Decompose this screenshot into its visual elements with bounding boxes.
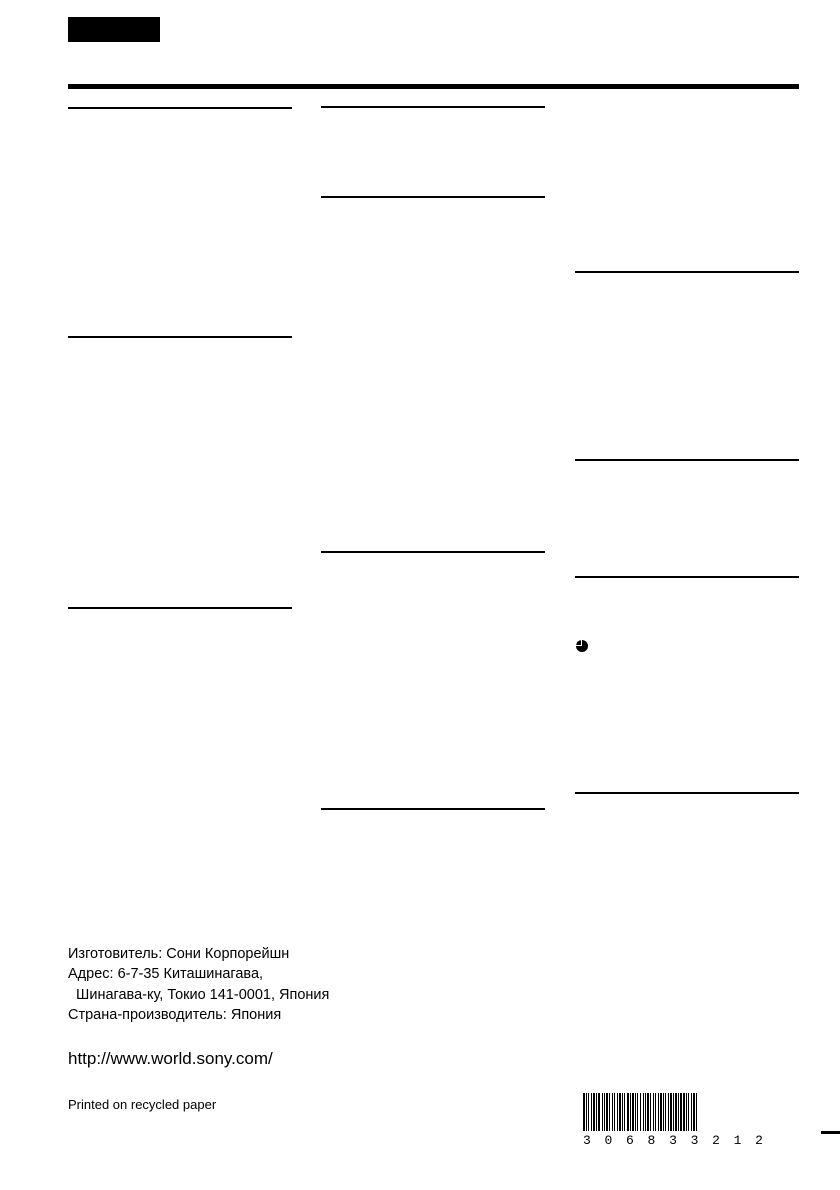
barcode-digit: 2 — [712, 1133, 720, 1148]
website-url: http://www.world.sony.com/ — [68, 1049, 273, 1068]
section-rule — [68, 107, 292, 109]
section-rule — [68, 336, 292, 338]
recycled-paper-note: Printed on recycled paper — [68, 1097, 217, 1112]
barcode-digit: 8 — [647, 1133, 656, 1148]
section-rule — [575, 576, 799, 578]
address-line-2: Шинагава-ку, Токио 141-0001, Япония — [68, 986, 330, 1003]
manufacturer-line: Изготовитель: Сони Корпорейшн — [68, 946, 290, 962]
country-line: Страна-производитель: Япония — [68, 1006, 282, 1023]
barcode-bar — [697, 1093, 698, 1131]
section-rule — [575, 459, 799, 461]
barcode-bars — [583, 1093, 763, 1131]
top-rule — [68, 84, 799, 89]
barcode-digit: 0 — [604, 1133, 613, 1148]
language-tab-block — [68, 17, 160, 42]
section-rule — [321, 196, 545, 198]
barcode — [583, 1093, 763, 1150]
barcode-digit: 2 — [755, 1133, 763, 1148]
barcode-digit: 3 — [669, 1133, 677, 1148]
section-rule — [321, 551, 545, 553]
section-rule — [68, 607, 292, 609]
address-line: Адрес: 6-7-35 Киташинагава, — [68, 966, 264, 983]
corner-mark — [821, 1131, 840, 1134]
section-rule — [321, 808, 545, 810]
manufacturer-info — [68, 944, 329, 1025]
barcode-digit: 1 — [733, 1133, 742, 1148]
barcode-digit: 3 — [690, 1133, 699, 1148]
barcode-digit: 6 — [626, 1133, 634, 1148]
pie-chart-icon — [576, 640, 588, 652]
section-rule — [321, 106, 545, 108]
barcode-digit: 3 — [583, 1133, 591, 1148]
barcode-digits — [583, 1133, 763, 1148]
section-rule — [575, 792, 799, 794]
section-rule — [575, 271, 799, 273]
